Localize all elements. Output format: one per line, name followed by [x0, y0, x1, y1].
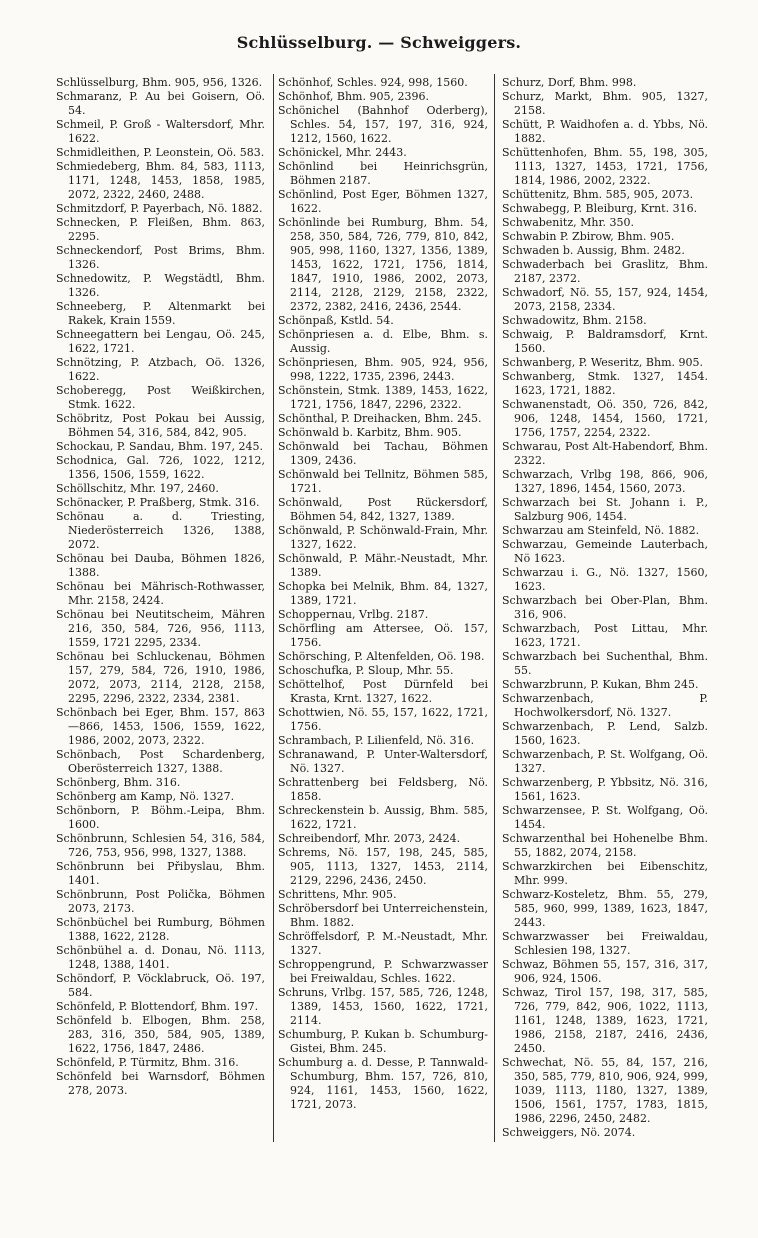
index-entry: Schöndorf, P. Vöcklabruck, Oö. 197, 584. [56, 972, 265, 999]
index-entry: Schönfeld, P. Blottendorf, Bhm. 197. [56, 1000, 259, 1013]
index-entry: Schwanenstadt, Oö. 350, 726, 842, 906, 1248, 1454, 1560, 1721, 1756, 1757, 2254, 2322. [502, 398, 708, 439]
index-entry: Schumburg, P. Kukan b. Schumburg-Gistei, Bhm. 245. [278, 1028, 488, 1055]
index-entry: Schwarzenberg, P. Ybbsitz, Nö. 316, 1561, 1623. [502, 776, 708, 803]
index-entry: Schoschufka, P. Sloup, Mhr. 55. [278, 664, 454, 677]
index-entry: Schönberg, Bhm. 316. [56, 776, 181, 789]
index-entry: Schönhof, Bhm. 905, 2396. [278, 90, 429, 103]
index-entry: Schreckenstein b. Aussig, Bhm. 585, 1622, 1721. [278, 804, 488, 831]
index-entry: Schöbritz, Post Pokau bei Aussig, Böhmen 54, 316, 584, 842, 905. [56, 412, 265, 439]
column-divider [273, 74, 274, 1142]
index-entry: Schönfeld b. Elbogen, Bhm. 258, 283, 316, 350, 584, 905, 1389, 1622, 1756, 1847, 2486. [56, 1014, 265, 1055]
index-entry: Schütt, P. Waidhofen a. d. Ybbs, Nö. 1882. [502, 118, 708, 145]
index-entry: Schreibendorf, Mhr. 2073, 2424. [278, 832, 461, 845]
index-entry: Schönpriesen a. d. Elbe, Bhm. s. Aussig. [278, 328, 488, 355]
index-entry: Schurz, Dorf, Bhm. 998. [502, 76, 637, 89]
index-entry: Schönwald, Post Rückersdorf, Böhmen 54, 842, 1327, 1389. [278, 496, 488, 523]
index-entry: Schönhof, Schles. 924, 998, 1560. [278, 76, 468, 89]
index-entry: Schneeberg, P. Altenmarkt bei Rakek, Krain 1559. [56, 300, 265, 327]
column-1 [56, 76, 265, 1098]
index-entry: Schockau, P. Sandau, Bhm. 197, 245. [56, 440, 263, 453]
index-entry: Schwarzkirchen bei Eibenschitz, Mhr. 999. [502, 860, 708, 887]
index-entry: Schönau bei Schluckenau, Böhmen 157, 279, 584, 726, 1910, 1986, 2072, 2073, 2114, 2128, 2158, 2295, 2296, 2322, 2334, 2381. [56, 650, 265, 705]
index-entry: Schönlind, Post Eger, Böhmen 1327, 1622. [278, 188, 488, 215]
index-entry: Schneckendorf, Post Brims, Bhm. 1326. [56, 244, 265, 271]
index-entry: Schurz, Markt, Bhm. 905, 1327, 2158. [502, 90, 708, 117]
index-entry: Schweiggers, Nö. 2074. [502, 1126, 636, 1139]
index-entry: Schönfeld bei Warnsdorf, Böhmen 278, 2073. [56, 1070, 265, 1097]
index-entry: Schwarzensee, P. St. Wolfgang, Oö. 1454. [502, 804, 708, 831]
index-entry: Schöllschitz, Mhr. 197, 2460. [56, 482, 219, 495]
index-entry: Schoppernau, Vrlbg. 2187. [278, 608, 429, 621]
index-entry: Schmiedeberg, Bhm. 84, 583, 1113, 1171, 1248, 1453, 1858, 1985, 2072, 2322, 2460, 2488. [56, 160, 265, 201]
index-entry: Schlüsselburg, Bhm. 905, 956, 1326. [56, 76, 263, 89]
index-entry: Schönwald bei Tachau, Böhmen 1309, 2436. [278, 440, 488, 467]
index-entry: Schwanberg, P. Weseritz, Bhm. 905. [502, 356, 703, 369]
index-entry: Schönacker, P. Praßberg, Stmk. 316. [56, 496, 260, 509]
index-entry: Schönbach bei Eger, Bhm. 157, 863—866, 1453, 1506, 1559, 1622, 1986, 2002, 2073, 2322. [56, 706, 265, 747]
index-entry: Schwaz, Tirol 157, 198, 317, 585, 726, 779, 842, 906, 1022, 1113, 1161, 1248, 1389, 1623, 1721, 1986, 2158, 2187, 2416, 2436, 2450. [502, 986, 708, 1055]
index-entry: Schwaz, Böhmen 55, 157, 316, 317, 906, 924, 1506. [502, 958, 708, 985]
index-entry: Schönwald, P. Mähr.-Neustadt, Mhr. 1389. [278, 552, 488, 579]
index-entry: Schnecken, P. Fleißen, Bhm. 863, 2295. [56, 216, 265, 243]
index-entry: Schönbüchel bei Rumburg, Böhmen 1388, 1622, 2128. [56, 916, 265, 943]
index-entry: Schönfeld, P. Türmitz, Bhm. 316. [56, 1056, 239, 1069]
index-entry: Schöttelhof, Post Dürnfeld bei Krasta, Krnt. 1327, 1622. [278, 678, 488, 705]
index-entry: Schwarzwasser bei Freiwaldau, Schlesien 198, 1327. [502, 930, 708, 957]
index-entry: Schönau bei Neutitscheim, Mähren 216, 350, 584, 726, 956, 1113, 1559, 1721 2295, 2334. [56, 608, 265, 649]
column-divider [494, 74, 495, 1142]
index-entry: Schwarzenbach, P. Lend, Salzb. 1560, 1623. [502, 720, 708, 747]
index-entry: Schörsching, P. Altenfelden, Oö. 198. [278, 650, 485, 663]
index-entry: Schwarzbach bei Ober-Plan, Bhm. 316, 906. [502, 594, 708, 621]
index-entry: Schönborn, P. Böhm.-Leipa, Bhm. 1600. [56, 804, 265, 831]
index-entry: Schwaig, P. Baldramsdorf, Krnt. 1560. [502, 328, 708, 355]
index-entry: Schönbrunn, Post Polička, Böhmen 2073, 2173. [56, 888, 265, 915]
index-entry: Schwadowitz, Bhm. 2158. [502, 314, 647, 327]
column-3 [502, 76, 708, 1140]
index-entry: Schwarzau i. G., Nö. 1327, 1560, 1623. [502, 566, 708, 593]
index-entry: Schruns, Vrlbg. 157, 585, 726, 1248, 1389, 1453, 1560, 1622, 1721, 2114. [278, 986, 488, 1027]
index-entry: Schnedowitz, P. Wegstädtl, Bhm. 1326. [56, 272, 265, 299]
index-entry: Schwarzenthal bei Hohenelbe Bhm. 55, 1882, 2074, 2158. [502, 832, 708, 859]
index-entry: Schranawand, P. Unter-Waltersdorf, Nö. 1327. [278, 748, 488, 775]
index-entry: Schmaranz, P. Au bei Goisern, Oö. 54. [56, 90, 265, 117]
index-entry: Schodnica, Gal. 726, 1022, 1212, 1356, 1506, 1559, 1622. [56, 454, 265, 481]
index-entry: Schwarzau am Steinfeld, Nö. 1882. [502, 524, 700, 537]
index-entry: Schönwald b. Karbitz, Bhm. 905. [278, 426, 462, 439]
index-entry: Schörfling am Attersee, Oö. 157, 1756. [278, 622, 488, 649]
index-entry: Schwarzach bei St. Johann i. P., Salzburg 906, 1454. [502, 496, 708, 523]
index-entry: Schwarzach, Vrlbg 198, 866, 906, 1327, 1896, 1454, 1560, 2073. [502, 468, 708, 495]
index-entry: Schroppengrund, P. Schwarzwasser bei Freiwaldau, Schles. 1622. [278, 958, 488, 985]
index-entry: Schönau bei Dauba, Böhmen 1826, 1388. [56, 552, 265, 579]
index-entry: Schrattenberg bei Feldsberg, Nö. 1858. [278, 776, 488, 803]
index-entry: Schmidleithen, P. Leonstein, Oö. 583. [56, 146, 265, 159]
index-entry: Schönau bei Mährisch-Rothwasser, Mhr. 2158, 2424. [56, 580, 265, 607]
index-entry: Schnötzing, P. Atzbach, Oö. 1326, 1622. [56, 356, 265, 383]
index-entry: Schönbühel a. d. Donau, Nö. 1113, 1248, 1388, 1401. [56, 944, 265, 971]
index-entry: Schönichel (Bahnhof Oderberg), Schles. 54, 157, 197, 316, 924, 1212, 1560, 1622. [278, 104, 488, 145]
index-entry: Schönberg am Kamp, Nö. 1327. [56, 790, 235, 803]
index-entry: Schneegattern bei Lengau, Oö. 245, 1622, 1721. [56, 328, 265, 355]
index-entry: Schönickel, Mhr. 2443. [278, 146, 407, 159]
index-entry: Schönstein, Stmk. 1389, 1453, 1622, 1721, 1756, 1847, 2296, 2322. [278, 384, 488, 411]
index-entry: Schrittens, Mhr. 905. [278, 888, 397, 901]
index-entry: Schönthal, P. Dreihacken, Bhm. 245. [278, 412, 482, 425]
column-2 [278, 76, 488, 1112]
index-entry: Schönwald, P. Schönwald-Frain, Mhr. 1327, 1622. [278, 524, 488, 551]
index-entry: Schwarz-Kosteletz, Bhm. 55, 279, 585, 960, 999, 1389, 1623, 1847, 2443. [502, 888, 708, 929]
index-entry: Schwarzbrunn, P. Kukan, Bhm 245. [502, 678, 699, 691]
index-entry: Schwabin P. Zbirow, Bhm. 905. [502, 230, 675, 243]
index-entry: Schönbrunn, Schlesien 54, 316, 584, 726, 753, 956, 998, 1327, 1388. [56, 832, 265, 859]
index-entry: Schönlinde bei Rumburg, Bhm. 54, 258, 350, 584, 726, 779, 810, 842, 905, 998, 1160, 1327, 1356, 1389, 1453, 1622, 1721, 1756, 1814, 1847, 1910, 1986, 2002, 2073, 2114, 2128, 2129, 2158, 2322, 2372, 2382, 2416, 2436, 2544. [278, 216, 488, 313]
index-entry: Schönwald bei Tellnitz, Böhmen 585, 1721. [278, 468, 488, 495]
index-entry: Schwabenitz, Mhr. 350. [502, 216, 634, 229]
index-entry: Schmeil, P. Groß - Waltersdorf, Mhr. 1622. [56, 118, 265, 145]
index-entry: Schottwien, Nö. 55, 157, 1622, 1721, 1756. [278, 706, 488, 733]
index-entry: Schrems, Nö. 157, 198, 245, 585, 905, 1113, 1327, 1453, 2114, 2129, 2296, 2436, 2450. [278, 846, 488, 887]
index-entry: Schoberegg, Post Weißkirchen, Stmk. 1622. [56, 384, 265, 411]
index-entry: Schopka bei Melnik, Bhm. 84, 1327, 1389, 1721. [278, 580, 488, 607]
index-entry: Schmitzdorf, P. Payerbach, Nö. 1882. [56, 202, 263, 215]
index-entry: Schwarau, Post Alt-Habendorf, Bhm. 2322. [502, 440, 708, 467]
index-entry: Schönpriesen, Bhm. 905, 924, 956, 998, 1222, 1735, 2396, 2443. [278, 356, 488, 383]
index-entry: Schwabegg, P. Bleiburg, Krnt. 316. [502, 202, 698, 215]
index-entry: Schönlind bei Heinrichsgrün, Böhmen 2187. [278, 160, 488, 187]
page-title: Schlüsselburg. — Schweiggers. [236, 33, 522, 52]
index-entry: Schwarzenbach, P. Hochwolkersdorf, Nö. 1327. [502, 692, 708, 719]
index-entry: Schwarzbach bei Suchenthal, Bhm. 55. [502, 650, 708, 677]
index-entry: Schönbrunn bei Přibyslau, Bhm. 1401. [56, 860, 265, 887]
index-entry: Schrambach, P. Lilienfeld, Nö. 316. [278, 734, 475, 747]
index-entry: Schröbersdorf bei Unterreichenstein, Bhm. 1882. [278, 902, 488, 929]
index-entry: Schönbach, Post Schardenberg, Oberösterreich 1327, 1388. [56, 748, 265, 775]
index-entry: Schwarzau, Gemeinde Lauterbach, Nö 1623. [502, 538, 708, 565]
index-entry: Schwarzenbach, P. St. Wolfgang, Oö. 1327. [502, 748, 708, 775]
index-entry: Schönau a. d. Triesting, Niederösterreich 1326, 1388, 2072. [56, 510, 265, 551]
index-entry: Schwechat, Nö. 55, 84, 157, 216, 350, 585, 779, 810, 906, 924, 999, 1039, 1113, 1180, 1327, 1389, 1506, 1561, 1757, 1783, 1815, 1986, 2296, 2450, 2482. [502, 1056, 708, 1125]
index-entry: Schwaden b. Aussig, Bhm. 2482. [502, 244, 685, 257]
index-entry: Schüttenhofen, Bhm. 55, 198, 305, 1113, 1327, 1453, 1721, 1756, 1814, 1986, 2002, 2322. [502, 146, 708, 187]
index-entry: Schwaderbach bei Graslitz, Bhm. 2187, 2372. [502, 258, 708, 285]
index-entry: Schwadorf, Nö. 55, 157, 924, 1454, 2073, 2158, 2334. [502, 286, 708, 313]
index-entry: Schwarzbach, Post Littau, Mhr. 1623, 1721. [502, 622, 708, 649]
index-entry: Schröffelsdorf, P. M.-Neustadt, Mhr. 1327. [278, 930, 488, 957]
index-entry: Schumburg a. d. Desse, P. Tannwald-Schumburg, Bhm. 157, 726, 810, 924, 1161, 1453, 1560, 1622, 1721, 2073. [278, 1056, 488, 1111]
index-entry: Schüttenitz, Bhm. 585, 905, 2073. [502, 188, 694, 201]
index-entry: Schönpaß, Kstld. 54. [278, 314, 394, 327]
index-entry: Schwanberg, Stmk. 1327, 1454. 1623, 1721, 1882. [502, 370, 708, 397]
